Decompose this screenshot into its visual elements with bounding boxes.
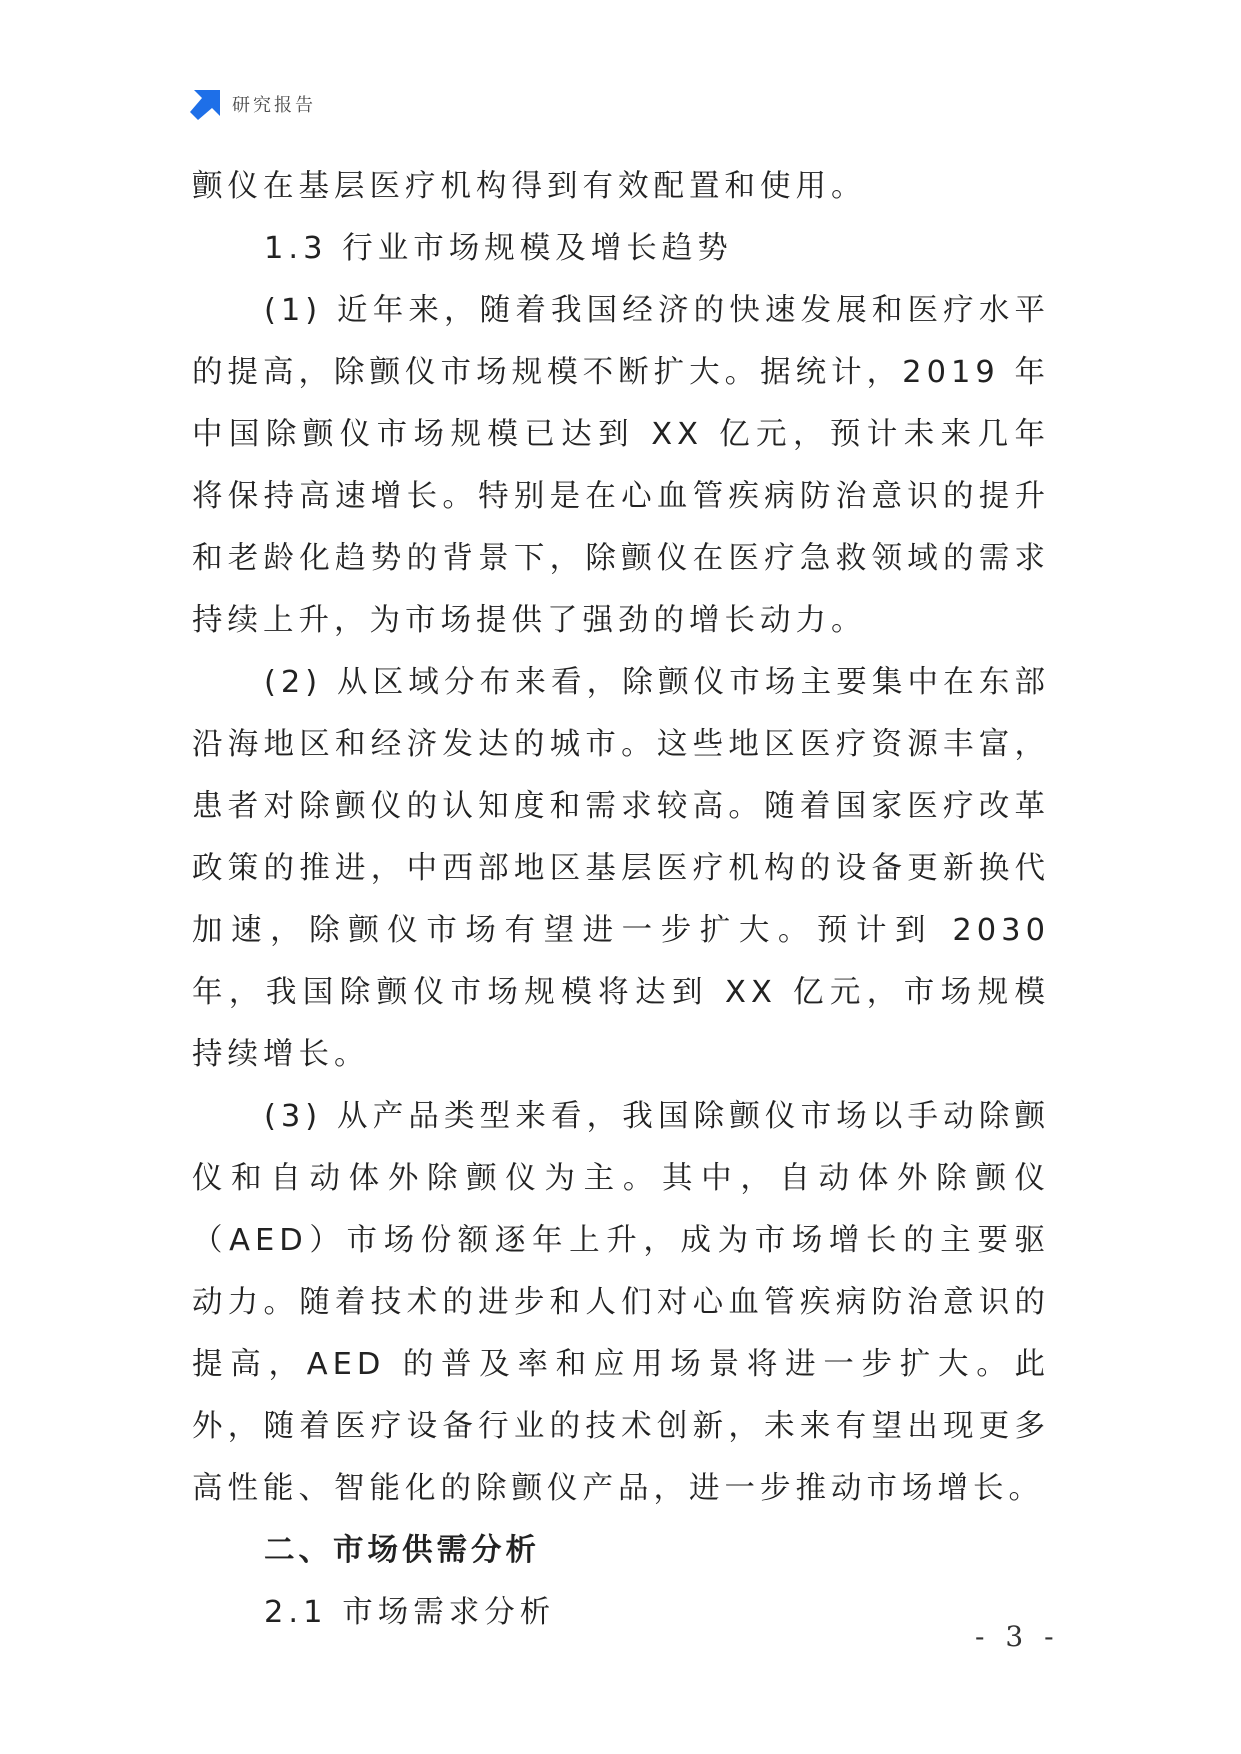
document-body: [192, 156, 1050, 1644]
header-title: 研究报告: [232, 95, 316, 116]
paragraph-2: (2) 从区域分布来看，除颤仪市场主要集中在东部沿海地区和经济发达的城市。这些地区医疗资源丰富，患者对除颤仪的认知度和需求较高。随着国家医疗改革政策的推进，中西部地区基层医疗机构的设备更新换代加速，除颤仪市场有望进一步扩大。预计到 2030 年，我国除颤仪市场规模将达到 XX 亿元，市场规模持续增长。: [192, 665, 1050, 1072]
paragraph-1: (1) 近年来，随着我国经济的快速发展和医疗水平的提高，除颤仪市场规模不断扩大。据统计，2019 年中国除颤仪市场规模已达到 XX 亿元，预计未来几年将保持高速增长。特别是在心血管疾病防治意识的提升和老龄化趋势的背景下，除颤仪在医疗急救领域的需求持续上升，为市场提供了强劲的增长动力。: [192, 293, 1050, 638]
continuation-paragraph: 颤仪在基层医疗机构得到有效配置和使用。: [192, 169, 867, 204]
section-heading-2-1: 2.1 市场需求分析: [264, 1595, 556, 1630]
paragraph-3: (3) 从产品类型来看，我国除颤仪市场以手动除颤仪和自动体外除颤仪为主。其中，自动体外除颤仪（AED）市场份额逐年上升，成为市场增长的主要驱动力。随着技术的进步和人们对心血管疾病防治意识的提高，AED 的普及率和应用场景将进一步扩大。此外，随着医疗设备行业的技术创新，未来有望出现更多高性能、智能化的除颤仪产品，进一步推动市场增长。: [192, 1099, 1050, 1506]
chapter-heading-2: 二、市场供需分析: [264, 1533, 540, 1568]
section-heading-1-3: 1.3 行业市场规模及增长趋势: [264, 231, 733, 266]
arrow-up-right-icon: [190, 88, 222, 120]
page-number: - 3 -: [975, 1620, 1060, 1653]
page-header: [190, 86, 316, 122]
